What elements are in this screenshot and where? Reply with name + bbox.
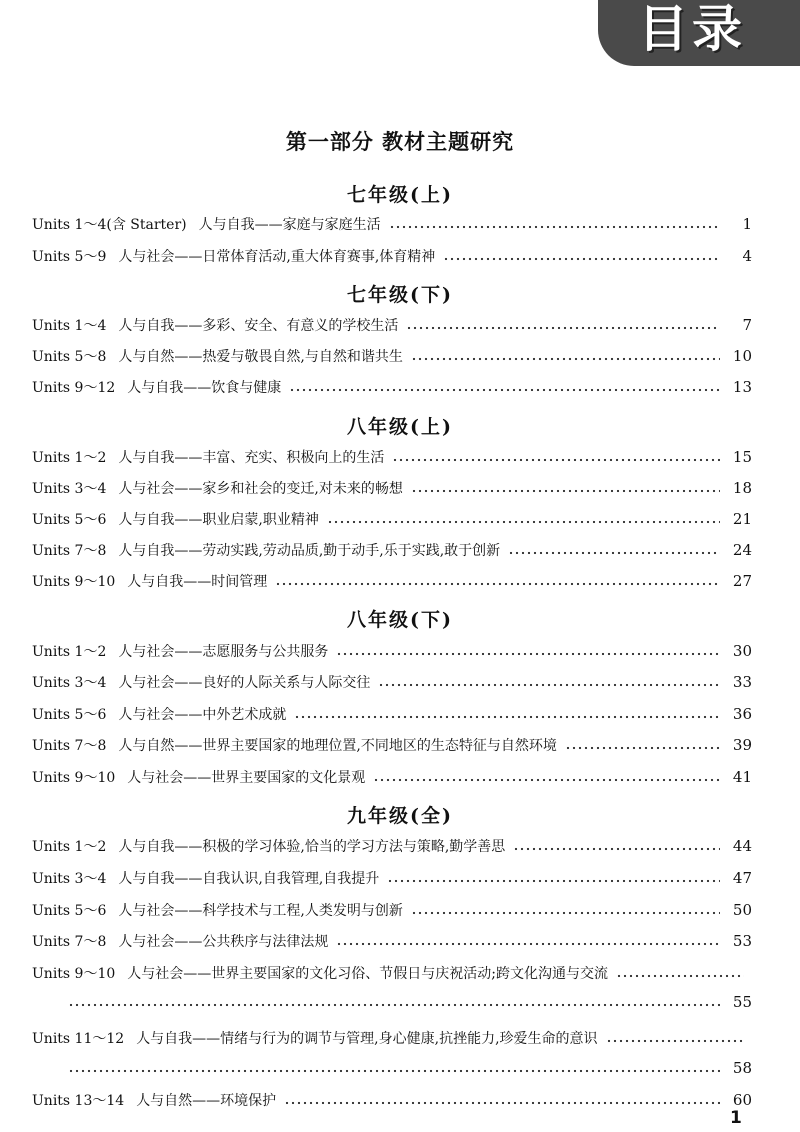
dot-leader: [289, 388, 720, 392]
entry-topic: 人与自我——自我认识,自我管理,自我提升: [118, 871, 380, 887]
entry-page: 27: [732, 572, 752, 590]
dot-leader: [411, 911, 720, 915]
entry-page: 15: [732, 448, 752, 466]
dot-leader: [606, 1039, 744, 1043]
toc-entry[interactable]: [32, 866, 752, 890]
entry-units: Units 1～2: [32, 450, 107, 466]
toc-entry-continuation[interactable]: [68, 990, 752, 1014]
entry-units: Units 5～6: [32, 903, 107, 919]
dot-leader: [392, 458, 720, 462]
toc-entry[interactable]: [32, 639, 752, 663]
dot-leader: [284, 1101, 720, 1105]
toc-entry-continuation[interactable]: [68, 1056, 752, 1080]
entry-page: 21: [732, 510, 752, 528]
toc-entry[interactable]: [32, 670, 752, 694]
entry-page: 4: [742, 247, 752, 265]
dot-leader: [411, 357, 720, 361]
entry-page: 24: [732, 541, 752, 559]
entry-topic: 人与自我——丰富、充实、积极向上的生活: [118, 450, 385, 466]
dot-leader: [406, 326, 720, 330]
entry-topic: 人与自我——职业启蒙,职业精神: [118, 512, 319, 528]
dot-leader: [294, 715, 720, 719]
toc-entry[interactable]: [32, 445, 752, 469]
entry-topic: 人与社会——世界主要国家的文化景观: [127, 770, 366, 786]
entry-units: Units 13～14: [32, 1093, 125, 1109]
entry-topic: 人与社会——日常体育活动,重大体育赛事,体育精神: [118, 249, 436, 265]
dot-leader: [616, 974, 744, 978]
entry-units: Units 1～2: [32, 644, 107, 660]
entry-page: 39: [732, 736, 752, 754]
entry-page: 33: [732, 673, 752, 691]
entry-page: 50: [732, 901, 752, 919]
entry-topic: 人与社会——志愿服务与公共服务: [118, 644, 329, 660]
entry-topic: 人与自然——环境保护: [136, 1093, 277, 1109]
toc-entry[interactable]: [32, 212, 752, 236]
toc-entry[interactable]: [32, 929, 752, 953]
entry-topic: 人与社会——中外艺术成就: [118, 707, 287, 723]
dot-leader: [336, 652, 720, 656]
entry-page: 47: [732, 869, 752, 887]
toc-entry[interactable]: [32, 538, 752, 562]
dot-leader: [508, 551, 720, 555]
entry-topic: 人与社会——公共秩序与法律法规: [118, 934, 329, 950]
entry-topic: 人与自我——劳动实践,劳动品质,勤于动手,乐于实践,敢于创新: [118, 543, 501, 559]
page-number: 1: [730, 1108, 742, 1128]
dot-leader: [411, 489, 720, 493]
entry-page: 36: [732, 705, 752, 723]
toc-entry[interactable]: [32, 244, 752, 268]
entry-units: Units 9～10: [32, 966, 116, 982]
toc-entry[interactable]: [32, 375, 752, 399]
entry-units: Units 5～8: [32, 349, 107, 365]
entry-units: Units 9～12: [32, 380, 116, 396]
section-title: 七年级(上): [347, 184, 453, 206]
dot-leader: [565, 746, 720, 750]
dot-leader: [373, 778, 720, 782]
section-title: 八年级(上): [347, 416, 453, 438]
entry-page: 18: [732, 479, 752, 497]
entry-units: Units 5～6: [32, 512, 107, 528]
entry-units: Units 11～12: [32, 1031, 125, 1047]
dot-leader: [275, 582, 720, 586]
entry-page: 13: [732, 378, 752, 396]
entry-units: Units 7～8: [32, 738, 107, 754]
entry-page: 10: [732, 347, 752, 365]
entry-page: 44: [732, 837, 752, 855]
entry-units: Units 7～8: [32, 934, 107, 950]
section-title: 七年级(下): [347, 284, 453, 306]
section-title: 九年级(全): [347, 805, 453, 827]
entry-units: Units 3～4: [32, 481, 107, 497]
entry-page: 1: [742, 215, 752, 233]
toc-entry[interactable]: [32, 961, 752, 985]
entry-topic: 人与自我——多彩、安全、有意义的学校生活: [118, 318, 399, 334]
entry-units: Units 3～4: [32, 675, 107, 691]
entry-topic: 人与自我——时间管理: [127, 574, 268, 590]
entry-units: Units 3～4: [32, 871, 107, 887]
entry-topic: 人与自然——热爱与敬畏自然,与自然和谐共生: [118, 349, 403, 365]
entry-topic: 人与自我——情绪与行为的调节与管理,身心健康,抗挫能力,珍爱生命的意识: [136, 1031, 598, 1047]
entry-units: Units 1～2: [32, 839, 107, 855]
toc-entry[interactable]: [32, 702, 752, 726]
entry-topic: 人与自然——世界主要国家的地理位置,不同地区的生态特征与自然环境: [118, 738, 557, 754]
toc-entry[interactable]: [32, 1088, 752, 1112]
entry-topic: 人与社会——世界主要国家的文化习俗、节假日与庆祝活动;跨文化沟通与交流: [127, 966, 608, 982]
entry-units: Units 1～4: [32, 318, 107, 334]
toc-entry[interactable]: [32, 733, 752, 757]
toc-entry[interactable]: [32, 476, 752, 500]
entry-page: 53: [732, 932, 752, 950]
entry-page: 7: [742, 316, 752, 334]
entry-topic: 人与社会——家乡和社会的变迁,对未来的畅想: [118, 481, 403, 497]
toc-entry[interactable]: [32, 344, 752, 368]
dot-leader: [336, 942, 720, 946]
contents-title: 目录: [638, 0, 746, 58]
entry-units: Units 5～6: [32, 707, 107, 723]
dot-leader: [378, 683, 720, 687]
dot-leader: [387, 879, 720, 883]
toc-entry[interactable]: [32, 569, 752, 593]
entry-page: 55: [732, 993, 752, 1011]
entry-page: 58: [732, 1059, 752, 1077]
dot-leader: [443, 257, 720, 261]
entry-units: Units 1～4(含 Starter): [32, 217, 187, 233]
toc-entry[interactable]: [32, 765, 752, 789]
entry-units: Units 9～10: [32, 574, 116, 590]
entry-page: 60: [732, 1091, 752, 1109]
toc-entry[interactable]: [32, 898, 752, 922]
toc-entry[interactable]: [32, 834, 752, 858]
dot-leader: [389, 225, 720, 229]
entry-page: 41: [732, 768, 752, 786]
section-title: 八年级(下): [347, 609, 453, 631]
entry-topic: 人与社会——科学技术与工程,人类发明与创新: [118, 903, 403, 919]
dot-leader: [327, 520, 720, 524]
entry-topic: 人与社会——良好的人际关系与人际交往: [118, 675, 371, 691]
entry-topic: 人与自我——积极的学习体验,恰当的学习方法与策略,勤学善思: [118, 839, 506, 855]
entry-topic: 人与自我——饮食与健康: [127, 380, 282, 396]
entry-topic: 人与自我——家庭与家庭生活: [198, 217, 381, 233]
toc-entry[interactable]: [32, 507, 752, 531]
dot-leader: [68, 1003, 720, 1007]
entry-units: Units 5～9: [32, 249, 107, 265]
entry-units: Units 9～10: [32, 770, 116, 786]
dot-leader: [68, 1069, 720, 1073]
toc-entry[interactable]: [32, 1026, 752, 1050]
toc-entry[interactable]: [32, 313, 752, 337]
dot-leader: [513, 847, 720, 851]
entry-page: 30: [732, 642, 752, 660]
entry-units: Units 7～8: [32, 543, 107, 559]
part-title: 第一部分 教材主题研究: [285, 129, 515, 154]
